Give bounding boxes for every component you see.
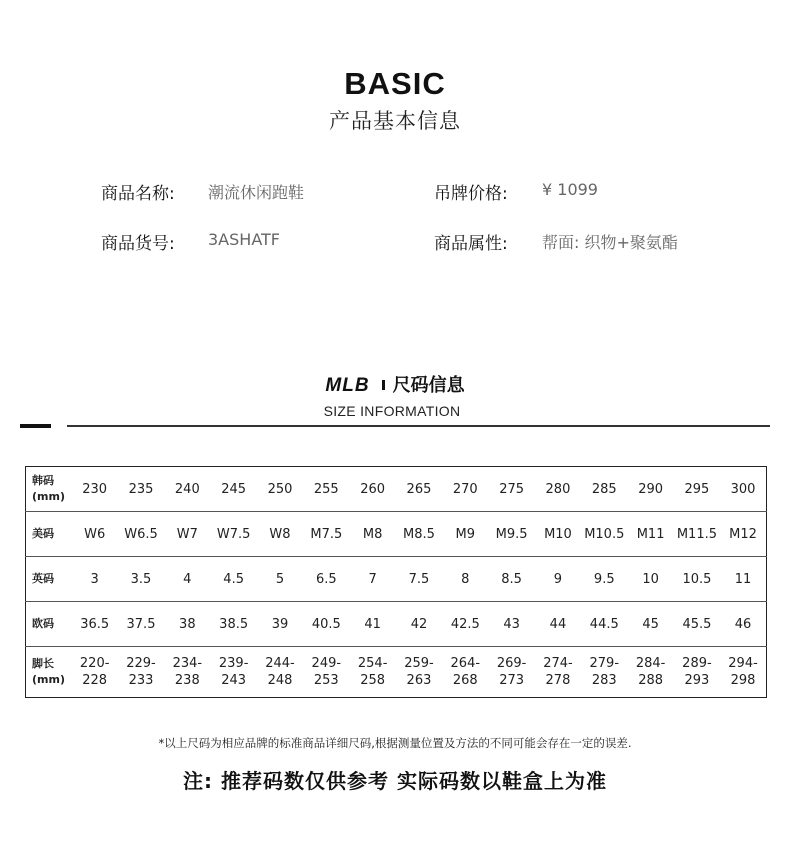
cell-line: 5 [275, 571, 285, 587]
row-header [26, 557, 72, 602]
table-cell [72, 647, 118, 698]
table-cell [581, 647, 627, 698]
table-cell [720, 602, 766, 647]
cell-line: 243 [221, 673, 247, 688]
cell-line: 274- [543, 656, 573, 671]
table-cell [627, 557, 673, 602]
table-cell [210, 557, 256, 602]
table-cell [535, 647, 581, 698]
table-cell [627, 467, 673, 512]
cell-line: 38 [179, 616, 196, 632]
table-cell [535, 557, 581, 602]
table-cell [442, 467, 488, 512]
attribute-value: 帮面: 织物+聚氨酯 [542, 233, 678, 252]
attribute-label: 商品属性: [434, 234, 508, 254]
table-cell [72, 602, 118, 647]
table-cell [303, 647, 349, 698]
basic-subtitle: 产品基本信息 [329, 109, 461, 133]
cell-line: 240 [174, 481, 200, 497]
cell-line: 7.5 [408, 571, 430, 587]
cell-line: 229- [126, 656, 156, 671]
row-header-line: 脚长 [32, 657, 54, 670]
table-cell [535, 467, 581, 512]
cell-line: W6 [84, 526, 106, 542]
table-cell [164, 602, 210, 647]
table-cell [720, 647, 766, 698]
cell-line: 285 [591, 481, 617, 497]
cell-line: 4 [183, 571, 192, 587]
table-cell [210, 512, 256, 557]
table-cell [442, 647, 488, 698]
cell-line: 37.5 [126, 616, 156, 632]
price-label: 吊牌价格: [434, 184, 508, 204]
cell-line: 260 [360, 481, 386, 497]
cell-line: 288 [638, 673, 664, 688]
table-cell [442, 512, 488, 557]
cell-line: 294- [728, 656, 758, 671]
table-cell [674, 602, 720, 647]
cell-line: 7 [368, 571, 377, 587]
table-row [26, 512, 767, 557]
table-cell [627, 512, 673, 557]
table-cell [349, 557, 395, 602]
table-cell [118, 512, 164, 557]
table-cell [488, 467, 534, 512]
table-cell [442, 557, 488, 602]
cell-line: 43 [503, 616, 520, 632]
cell-line: 273 [499, 673, 525, 688]
table-cell [72, 512, 118, 557]
cell-line: W6.5 [124, 526, 158, 542]
cell-line: 8 [461, 571, 470, 587]
table-cell [396, 467, 442, 512]
cell-line: 42 [410, 616, 428, 632]
cell-line: 275 [499, 481, 525, 497]
cell-line: 41 [364, 616, 381, 632]
table-cell [581, 602, 627, 647]
table-cell [349, 512, 395, 557]
cell-line: 245 [221, 481, 247, 497]
cell-line: 293 [684, 673, 710, 688]
cell-line: 8.5 [501, 571, 522, 587]
table-cell [257, 647, 303, 698]
table-cell [72, 467, 118, 512]
table-row [26, 467, 767, 512]
divider-line [67, 425, 770, 427]
row-header [26, 647, 72, 698]
cell-line: 44.5 [589, 616, 619, 632]
cell-line: M12 [729, 526, 757, 542]
table-cell [349, 647, 395, 698]
table-cell [581, 512, 627, 557]
row-header-line: (mm) [32, 490, 65, 503]
table-cell [210, 467, 256, 512]
cell-line: 244- [265, 656, 295, 671]
cell-line: 3 [90, 571, 99, 587]
cell-line: M9 [455, 526, 476, 542]
table-cell [303, 557, 349, 602]
table-cell [164, 647, 210, 698]
cell-line: 279- [589, 656, 620, 671]
cell-line: 263 [406, 673, 432, 688]
table-cell [118, 602, 164, 647]
cell-line: 220- [79, 656, 110, 671]
cell-line: 6.5 [315, 571, 337, 587]
table-cell [257, 467, 303, 512]
cell-line: 269- [496, 656, 527, 671]
cell-line: 38.5 [219, 616, 249, 632]
product-code-value: 3ASHATF [208, 230, 280, 249]
table-cell [72, 557, 118, 602]
price-value: ¥ 1099 [542, 180, 598, 199]
cell-line: M8 [362, 526, 383, 542]
size-table [25, 466, 767, 698]
table-cell [118, 557, 164, 602]
cell-line: 45.5 [682, 616, 712, 632]
cell-line: 46 [734, 616, 752, 632]
table-cell [303, 512, 349, 557]
cell-line: 250 [267, 481, 293, 497]
table-cell [720, 557, 766, 602]
table-cell [164, 512, 210, 557]
row-header-line: 韩码 [32, 474, 54, 487]
table-cell [257, 602, 303, 647]
table-cell [349, 602, 395, 647]
row-header-line: 欧码 [32, 617, 54, 630]
mlb-logo: MLB [325, 375, 370, 396]
cell-line: 278 [545, 673, 571, 688]
cell-line: 230 [82, 481, 108, 497]
cell-line: M10 [544, 526, 572, 542]
cell-line: 39 [271, 616, 289, 632]
cell-line: 283 [591, 673, 617, 688]
cell-line: 44 [549, 616, 567, 632]
cell-line: 234- [172, 656, 203, 671]
table-cell [674, 557, 720, 602]
cell-line: W7 [176, 526, 198, 542]
cell-line: 280 [545, 481, 571, 497]
cell-line: 264- [450, 656, 481, 671]
cell-line: 10 [642, 571, 659, 587]
row-header [26, 467, 72, 512]
table-cell [164, 467, 210, 512]
table-cell [118, 647, 164, 698]
product-name-value: 潮流休闲跑鞋 [208, 183, 305, 202]
cell-line: 11 [734, 571, 752, 587]
table-row [26, 647, 767, 698]
table-cell [210, 602, 256, 647]
cell-line: 239- [218, 656, 249, 671]
product-name-label: 商品名称: [101, 184, 175, 204]
table-cell [535, 512, 581, 557]
cell-line: 238 [174, 673, 200, 688]
cell-line: 249- [311, 656, 342, 671]
cell-line: M10.5 [584, 526, 625, 542]
table-cell [442, 602, 488, 647]
table-cell [303, 467, 349, 512]
size-section-subtitle: SIZE INFORMATION [323, 403, 461, 419]
size-section-title: 尺码信息 [392, 375, 465, 396]
row-header-line: 英码 [32, 572, 54, 585]
size-note: 注: 推荐码数仅供参考 实际码数以鞋盒上为准 [183, 769, 607, 793]
cell-line: 268 [452, 673, 478, 688]
table-cell [581, 467, 627, 512]
cell-line: 253 [313, 673, 339, 688]
cell-line: 3.5 [130, 571, 152, 587]
cell-line: 42.5 [450, 616, 480, 632]
cell-line: M11.5 [676, 526, 718, 542]
cell-line: 289- [682, 656, 712, 671]
row-header-line: (mm) [32, 673, 65, 686]
basic-title: BASIC [344, 66, 446, 101]
table-cell [627, 602, 673, 647]
cell-line: W8 [269, 526, 291, 542]
cell-line: M9.5 [495, 526, 528, 542]
table-cell [349, 467, 395, 512]
table-cell [674, 647, 720, 698]
cell-line: 45 [642, 616, 659, 632]
size-section-header [0, 371, 790, 397]
table-row [26, 602, 767, 647]
cell-line: M11 [636, 526, 665, 542]
cell-line: 258 [360, 673, 386, 688]
table-cell [118, 467, 164, 512]
cell-line: 295 [684, 481, 710, 497]
separator-dot [382, 380, 385, 390]
table-cell [210, 647, 256, 698]
table-cell [488, 512, 534, 557]
cell-line: 10.5 [682, 571, 712, 587]
table-cell [257, 512, 303, 557]
table-cell [674, 467, 720, 512]
product-code-label: 商品货号: [101, 234, 175, 254]
row-header [26, 512, 72, 557]
cell-line: 9 [553, 571, 563, 587]
cell-line: 254- [357, 656, 388, 671]
table-cell [164, 557, 210, 602]
table-cell [581, 557, 627, 602]
cell-line: M7.5 [310, 526, 343, 542]
cell-line: 40.5 [311, 616, 341, 632]
cell-line: 298 [730, 673, 756, 688]
cell-line: 255 [313, 481, 339, 497]
table-cell [303, 602, 349, 647]
table-cell [720, 512, 766, 557]
row-header [26, 602, 72, 647]
cell-line: 259- [404, 656, 434, 671]
cell-line: 270 [452, 481, 478, 497]
row-header-line: 美码 [32, 527, 54, 540]
table-cell [257, 557, 303, 602]
table-cell [488, 647, 534, 698]
table-cell [396, 602, 442, 647]
disclaimer-text: *以上尺码为相应品牌的标准商品详细尺码,根据测量位置及方法的不同可能会存在一定的误差. [158, 736, 632, 750]
cell-line: W7.5 [216, 526, 251, 542]
cell-line: 4.5 [223, 571, 244, 587]
table-cell [535, 602, 581, 647]
cell-line: 300 [730, 481, 756, 497]
table-cell [396, 512, 442, 557]
cell-line: 228 [82, 673, 108, 688]
table-row [26, 557, 767, 602]
cell-line: 9.5 [593, 571, 615, 587]
cell-line: 235 [128, 481, 154, 497]
cell-line: M8.5 [403, 526, 435, 542]
table-cell [488, 602, 534, 647]
cell-line: 265 [406, 481, 432, 497]
cell-line: 248 [267, 673, 293, 688]
divider-accent [20, 424, 51, 428]
cell-line: 233 [128, 673, 154, 688]
cell-line: 290 [638, 481, 664, 497]
cell-line: 36.5 [80, 616, 110, 632]
table-cell [674, 512, 720, 557]
table-cell [488, 557, 534, 602]
table-cell [396, 557, 442, 602]
table-cell [396, 647, 442, 698]
table-cell [627, 647, 673, 698]
cell-line: 284- [635, 656, 666, 671]
table-cell [720, 467, 766, 512]
